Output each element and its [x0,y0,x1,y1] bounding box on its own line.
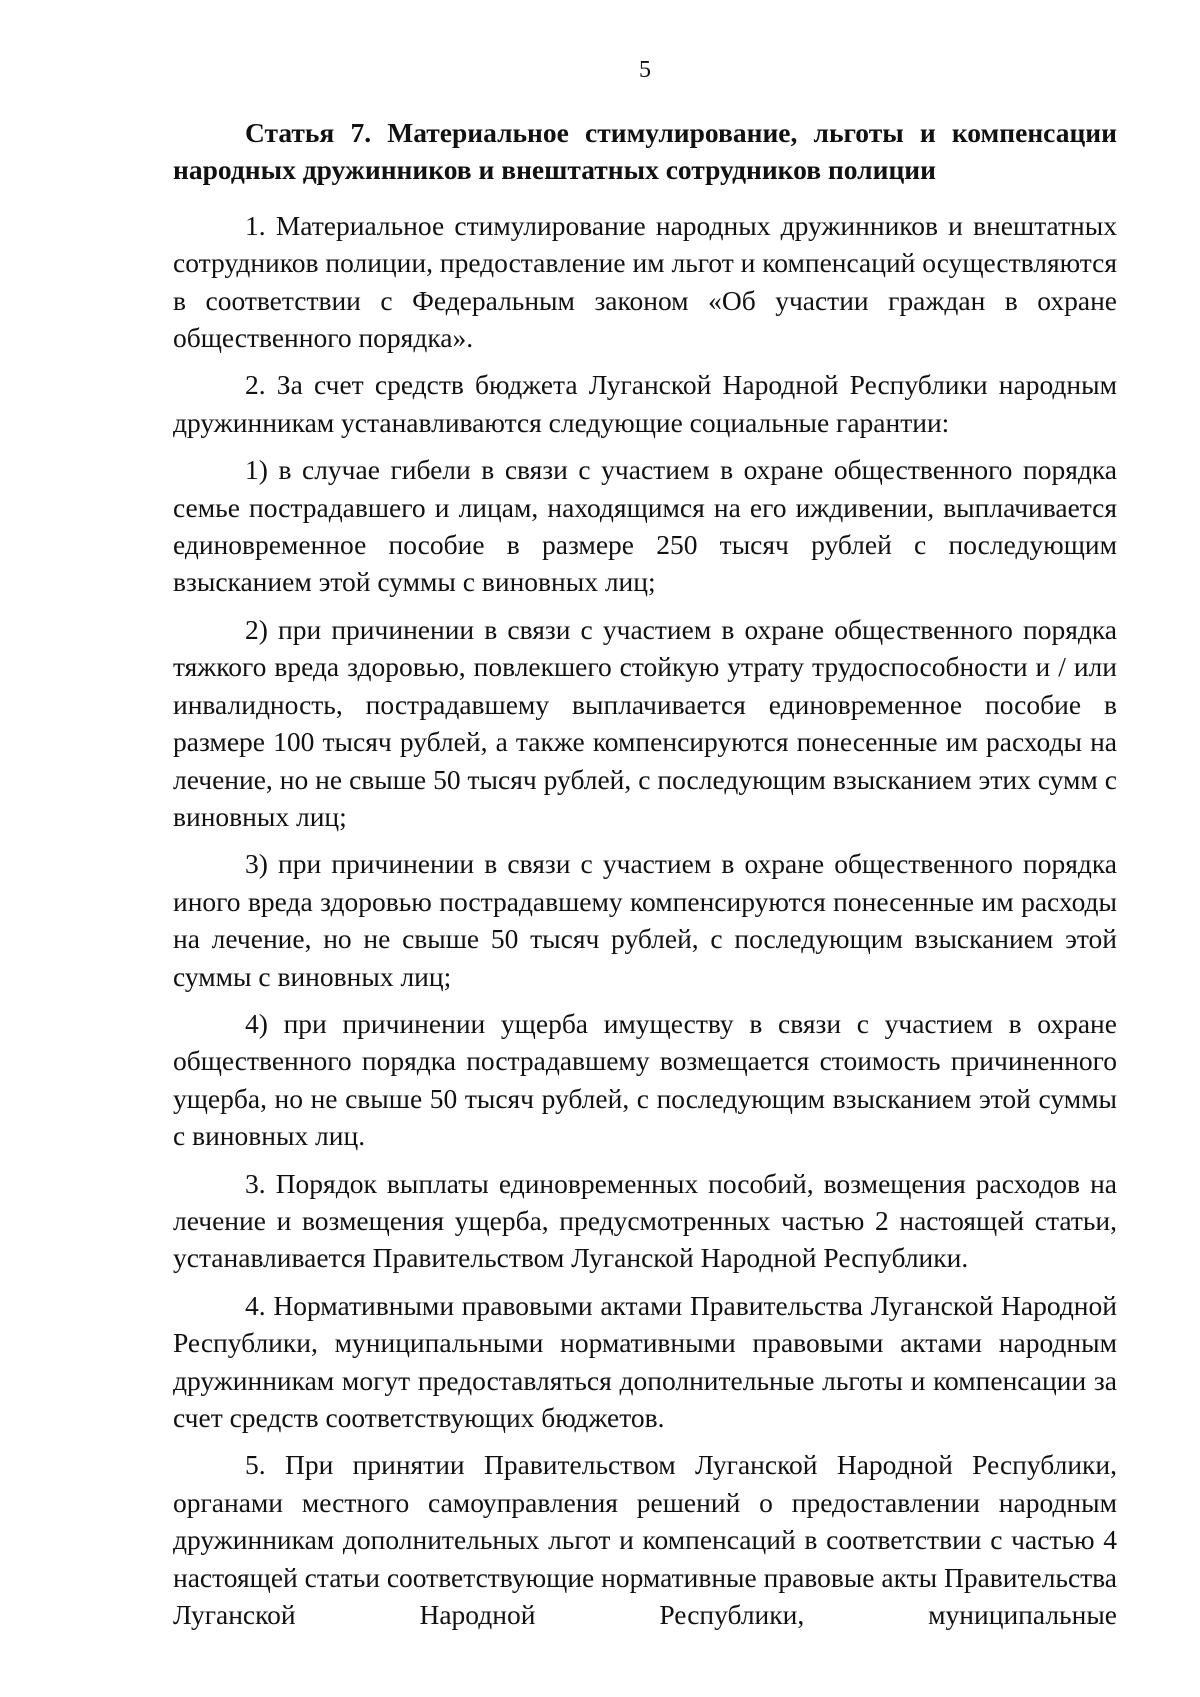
paragraph-part-5: 5. При принятии Правительством Луганской Народной Республики, органами местного самоуправления решений о предоставлении народным дружинникам дополнительных льгот и компенсаций в соответствии с частью 4 настоящей статьи соответствующие нормативные правовые акты Правительства Луганской Народной Республики, муниципальные [173,1449,1118,1631]
paragraph-item-4: 4) при причинении ущерба имуществу в связи с участием в охране общественного порядка пострадавшему возмещается стоимость причиненного ущерба, но не свыше 50 тысяч рублей, с последующим взысканием этой суммы с виновных лиц. [173,1007,1117,1152]
paragraph-part-2: 2. За счет средств бюджета Луганской Народной Республики народным дружинникам устанавливаются следующие социальные гарантии: [173,369,1117,438]
paragraph-item-2: 2) при причинении в связи с участием в охране общественного порядка тяжкого вреда здоровью, повлекшего стойкую утрату трудоспособности и / или инвалидность, пострадавшему выплачивается единовременное пособие в размере 100 тысяч рублей, а также компенсируются понесенные им расходы на лечение, но не свыше 50 тысяч рублей, с последующим взысканием этих сумм с виновных лиц; [173,613,1117,832]
paragraph-part-1: 1. Материальное стимулирование народных дружинников и внештатных сотрудников полиции, предоставление им льгот и компенсаций осуществляются в соответствии с Федеральным законом «Об участии граждан в охране общественного порядка». [173,209,1117,354]
page-number: 5 [639,57,651,83]
paragraph-part-4: 4. Нормативными правовыми актами Правительства Луганской Народной Республики, муниципальными нормативными правовыми актами народным дружинникам могут предоставляться дополнительные льготы и компенсации за счет средств соответствующих бюджетов. [173,1289,1117,1433]
document-body [173,114,1117,1633]
paragraph-item-3: 3) при причинении в связи с участием в охране общественного порядка иного вреда здоровью пострадавшему компенсируются понесенные им расходы на лечение, но не свыше 50 тысяч рублей, с последующим взысканием этой суммы с виновных лиц; [173,848,1117,992]
article-heading: Статья 7. Материальное стимулирование, льготы и компенсации народных дружинников и внештатных сотрудников полиции [173,117,1117,186]
paragraph-part-3: 3. Порядок выплаты единовременных пособий, возмещения расходов на лечение и возмещения ущерба, предусмотренных частью 2 настоящей статьи, устанавливается Правительством Луганской Народной Республики. [173,1167,1117,1274]
paragraph-item-1: 1) в случае гибели в связи с участием в охране общественного порядка семье пострадавшего и лицам, находящимся на его иждивении, выплачивается единовременное пособие в размере 250 тысяч рублей с последующим взысканием этой суммы с виновных лиц; [173,454,1117,598]
